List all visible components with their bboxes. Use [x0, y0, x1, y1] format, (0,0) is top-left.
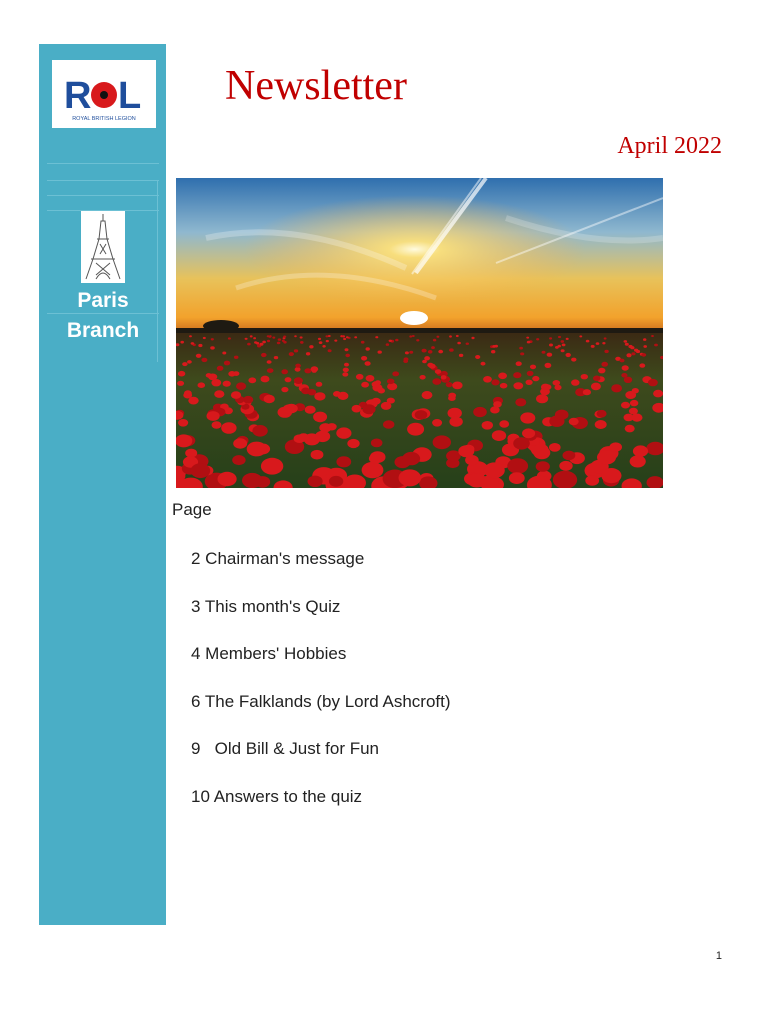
branch-line2: Branch	[66, 319, 140, 342]
issue-date: April 2022	[617, 133, 722, 159]
contents-label: Page	[172, 500, 212, 519]
svg-text:L: L	[118, 75, 142, 117]
toc-item: 10 Answers to the quiz	[191, 786, 363, 806]
svg-text:ROYAL BRITISH LEGION: ROYAL BRITISH LEGION	[72, 116, 136, 122]
svg-text:R: R	[64, 75, 92, 117]
toc-item: 2 Chairman's message	[191, 549, 365, 568]
eiffel-tower-icon	[81, 211, 125, 283]
rbl-logo	[52, 60, 156, 128]
branch-name	[50, 286, 156, 346]
toc-item: 6 The Falklands (by Lord Ashcroft)	[191, 691, 451, 711]
sidebar	[39, 44, 166, 925]
page-number: 1	[715, 950, 722, 962]
sidebar-rule	[47, 195, 159, 196]
sidebar-rule	[47, 313, 159, 314]
sidebar-rule	[47, 163, 159, 164]
table-of-contents	[191, 546, 451, 831]
newsletter-title: Newsletter	[225, 63, 407, 109]
sidebar-rule	[47, 180, 159, 181]
poppy-field-image	[176, 178, 663, 488]
sidebar-rule	[157, 180, 158, 362]
branch-line1: Paris	[77, 289, 129, 312]
toc-item: 9 Old Bill & Just for Fun	[191, 739, 380, 758]
toc-item: 4 Members' Hobbies	[191, 644, 347, 663]
toc-item: 3 This month's Quiz	[191, 596, 341, 616]
